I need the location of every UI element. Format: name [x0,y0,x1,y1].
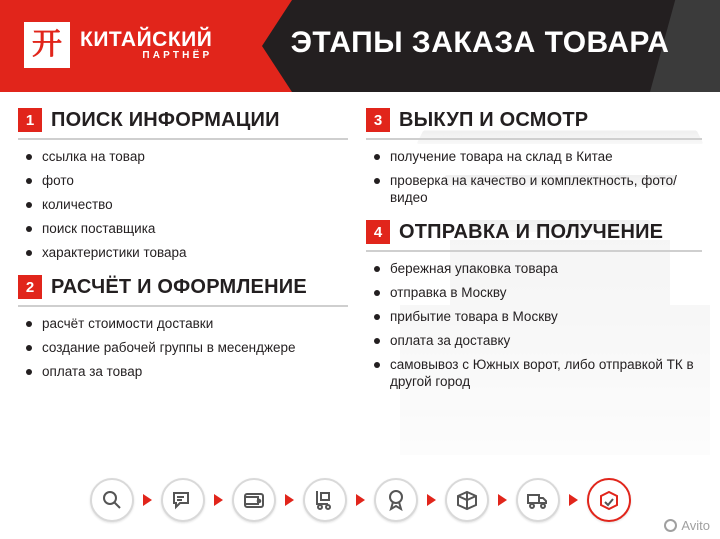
column-left [18,108,348,404]
hand-truck-icon [303,478,347,522]
list-item: характеристики товара [24,244,348,261]
step-2-list [24,315,348,380]
arrow-icon [427,494,436,506]
header [0,0,720,92]
list-item: фото [24,172,348,189]
brand-name-line1: КИТАЙСКИЙ [80,27,213,51]
step-1-header [18,108,348,132]
step-3-divider [366,138,702,140]
arrow-icon [214,494,223,506]
process-strip [0,461,720,539]
step-4-title: ОТПРАВКА И ПОЛУЧЕНИЕ [399,220,664,243]
watermark-label: Avito [681,518,710,533]
list-item: поиск поставщика [24,220,348,237]
page-title: ЭТАПЫ ЗАКАЗА ТОВАРА [290,26,670,59]
arrow-icon [143,494,152,506]
list-item: бережная упаковка товара [372,260,702,277]
step-4-divider [366,250,702,252]
wallet-icon [232,478,276,522]
delivery-truck-icon [516,478,560,522]
watermark [664,518,710,533]
step-3-title: ВЫКУП И ОСМОТР [399,108,589,131]
package-box-icon [445,478,489,522]
step-1-list [24,148,348,261]
brand-name [80,29,212,62]
list-item: самовывоз с Южных ворот, либо отправкой ТК в другой город [372,356,702,390]
step-1-divider [18,138,348,140]
arrow-icon [498,494,507,506]
quality-badge-icon [374,478,418,522]
logo-mark-icon [24,22,70,68]
list-item: отправка в Москву [372,284,702,301]
list-item: прибытие товара в Москву [372,308,702,325]
column-right [366,108,702,404]
list-item: количество [24,196,348,213]
step-1-number: 1 [18,108,42,132]
step-4-header [366,220,702,244]
step-1 [18,108,348,261]
list-item: получение товара на склад в Китае [372,148,702,165]
list-item: оплата за товар [24,363,348,380]
list-item: ссылка на товар [24,148,348,165]
magnifier-icon [90,478,134,522]
brand-name-line2: ПАРТНЁР [142,49,213,61]
watermark-icon [664,519,677,532]
step-4 [366,220,702,390]
list-item: создание рабочей группы в месенджере [24,339,348,356]
step-2-header [18,275,348,299]
step-4-number: 4 [366,220,390,244]
step-2 [18,275,348,380]
list-item: проверка на качество и комплектность, фото/видео [372,172,702,206]
step-3 [366,108,702,206]
chat-icon [161,478,205,522]
delivered-parcel-icon [587,478,631,522]
step-3-number: 3 [366,108,390,132]
list-item: оплата за доставку [372,332,702,349]
logo-glyph: 开 [32,27,62,62]
arrow-icon [285,494,294,506]
arrow-icon [356,494,365,506]
arrow-icon [569,494,578,506]
list-item: расчёт стоимости доставки [24,315,348,332]
step-4-list [372,260,702,390]
brand-logo [24,22,212,68]
step-1-title: ПОИСК ИНФОРМАЦИИ [51,108,280,131]
step-2-number: 2 [18,275,42,299]
step-3-header [366,108,702,132]
step-2-title: РАСЧЁТ И ОФОРМЛЕНИЕ [51,275,307,298]
step-2-divider [18,305,348,307]
step-3-list [372,148,702,206]
content [0,92,720,404]
